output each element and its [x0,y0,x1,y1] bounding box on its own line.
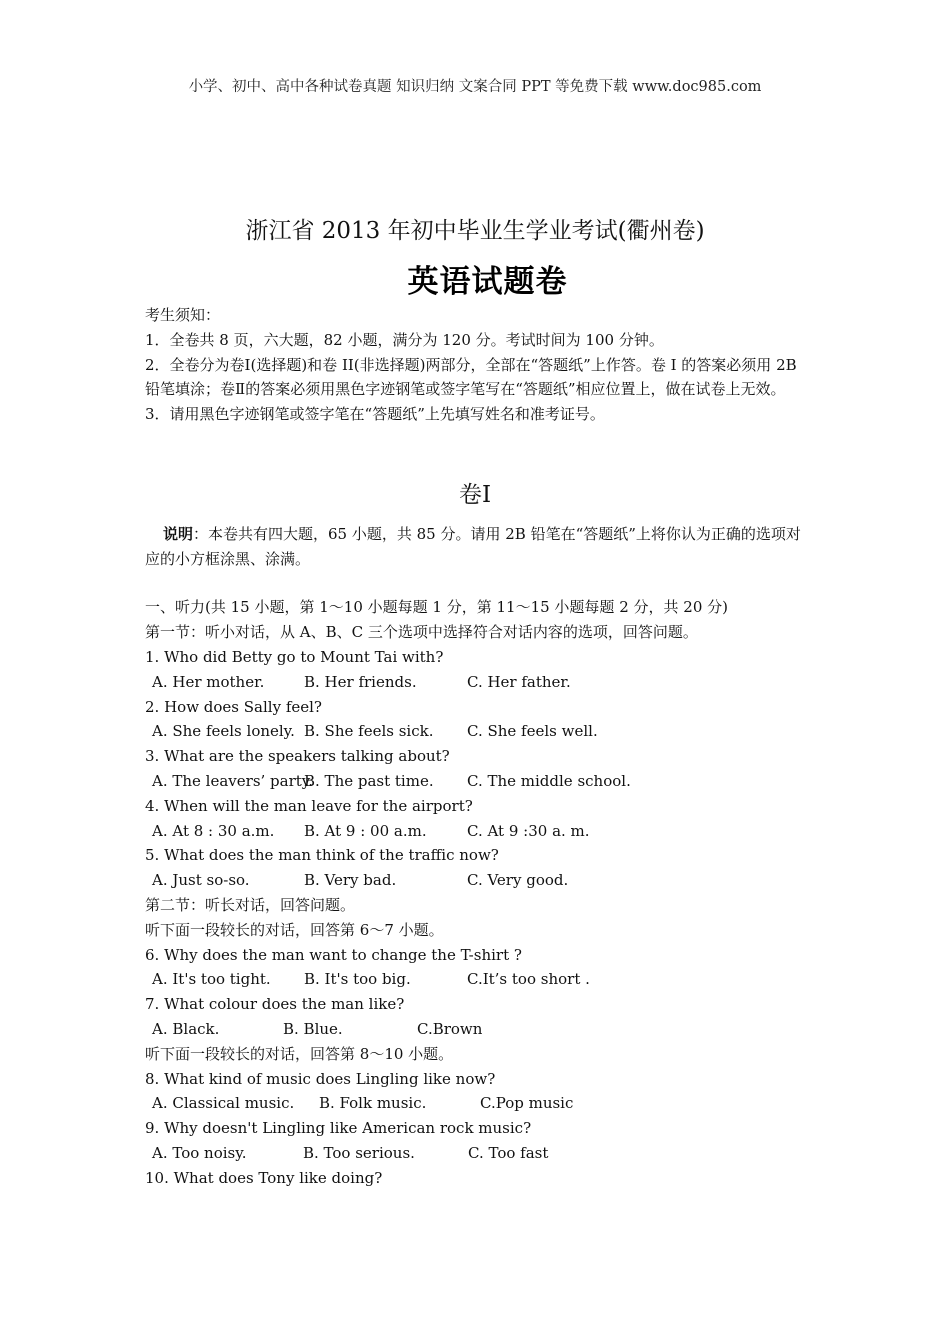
question-options [145,1017,810,1042]
option-c: C. Too fast [468,1143,549,1162]
volume-title: 卷Ⅰ [458,481,492,508]
notice-section [145,303,810,427]
notice-item: 2．全卷分为卷Ⅰ(选择题)和卷 II(非选择题)两部分，全部在“答题纸”上作答。卷 I 的答案必须用 2B 铅笔填涂；卷Ⅱ的答案必须用黑色字迹钢笔或签字笔写在“答题纸”相应位置上，做在试卷上无效。 [145,355,797,399]
dialogue-intro: 听下面一段较长的对话，回答第 6～7 小题。 [145,920,444,939]
notice-item: 3．请用黑色字迹钢笔或签字笔在“答题纸”上先填写姓名和准考证号。 [145,405,605,424]
question-options [145,819,810,844]
spacer [145,571,810,595]
question [145,943,810,993]
option-b: B. The past time. [304,771,434,790]
question-options [145,769,810,794]
explain-text: ：本卷共有四大题，65 小题，共 85 分。请用 2B 铅笔在“答题纸”上将你认为正确的选项对应的小方框涂黑、涂满。 [145,524,801,568]
option-a: A. The leavers’ party. [152,771,314,790]
question [145,1116,810,1166]
option-b: B. It's too big. [304,970,411,989]
notice-heading: 考生须知： [145,306,221,324]
option-b: B. She feels sick. [304,722,434,741]
explain-label: 说明 [163,524,194,543]
option-a: A. Her mother. [152,672,265,691]
question-options [145,1091,810,1116]
option-a: A. At 8 : 30 a.m. [152,821,275,840]
option-b: B. At 9 : 00 a.m. [304,821,427,840]
option-a: A. Too noisy. [152,1143,247,1162]
question [145,843,810,893]
question-text: 5. What does the man think of the traffic now? [145,846,499,865]
paper-title: 英语试题卷 [407,264,568,300]
question-text: 10. What does Tony like doing? [145,1168,383,1187]
option-c: C. Very good. [467,871,569,890]
question [145,744,810,794]
question [145,1067,810,1117]
question-options [145,670,810,695]
question-text: 7. What colour does the man like? [145,995,405,1014]
question [145,645,810,695]
question-text: 4. When will the man leave for the airport? [145,796,473,815]
option-a: A. She feels lonely. [152,722,295,741]
option-b: B. Folk music. [319,1094,427,1113]
option-c: C. She feels well. [467,722,598,741]
option-b: B. Too serious. [303,1143,415,1162]
part2-instruction: 第二节：听长对话，回答问题。 [145,895,356,914]
option-a: A. Just so-so. [152,871,250,890]
notice-item: 1．全卷共 8 页，六大题，82 小题，满分为 120 分。考试时间为 100 分钟。 [145,330,664,349]
option-b: B. Her friends. [304,672,417,691]
dialogue-intro: 听下面一段较长的对话，回答第 8～10 小题。 [145,1044,454,1063]
question-text: 1. Who did Betty go to Mount Tai with? [145,647,444,666]
page-header: 小学、初中、高中各种试卷真题 知识归纳 文案合同 PPT 等免费下载 www.doc985.com [188,79,762,95]
option-b: B. Very bad. [304,871,397,890]
listening-heading: 一、听力(共 15 小题，第 1～10 小题每题 1 分，第 11～15 小题每题 2 分，共 20 分) [145,598,728,617]
option-c: C.Pop music [480,1094,574,1113]
question-text: 8. What kind of music does Lingling like now? [145,1069,496,1088]
question [145,992,810,1042]
option-c: C.It’s too short . [467,970,590,989]
option-b: B. Blue. [283,1019,343,1038]
question-text: 9. Why doesn't Lingling like American rock music? [145,1119,532,1138]
part1-instruction: 第一节：听小对话，从 A、B、C 三个选项中选择符合对话内容的选项，回答问题。 [145,623,698,642]
question-text: 2. How does Sally feel? [145,697,322,716]
option-a: A. Classical music. [152,1094,295,1113]
volume-explanation [145,522,810,572]
question [145,794,810,844]
question-text: 6. Why does the man want to change the T-shirt ? [145,945,522,964]
question-options [145,719,810,744]
exam-content [145,303,810,1191]
question-options [145,868,810,893]
question-text: 3. What are the speakers talking about? [145,747,450,766]
option-c: C. Her father. [467,672,571,691]
option-c: C. At 9 :30 a. m. [467,821,590,840]
option-c: C.Brown [417,1019,483,1038]
exam-title: 浙江省 2013 年初中毕业生学业考试(衢州卷) [245,218,705,244]
question-options [145,967,810,992]
option-a: A. It's too tight. [152,970,271,989]
question [145,695,810,745]
option-c: C. The middle school. [467,771,631,790]
option-a: A. Black. [152,1019,220,1038]
question-options [145,1141,810,1166]
question [145,1166,810,1191]
